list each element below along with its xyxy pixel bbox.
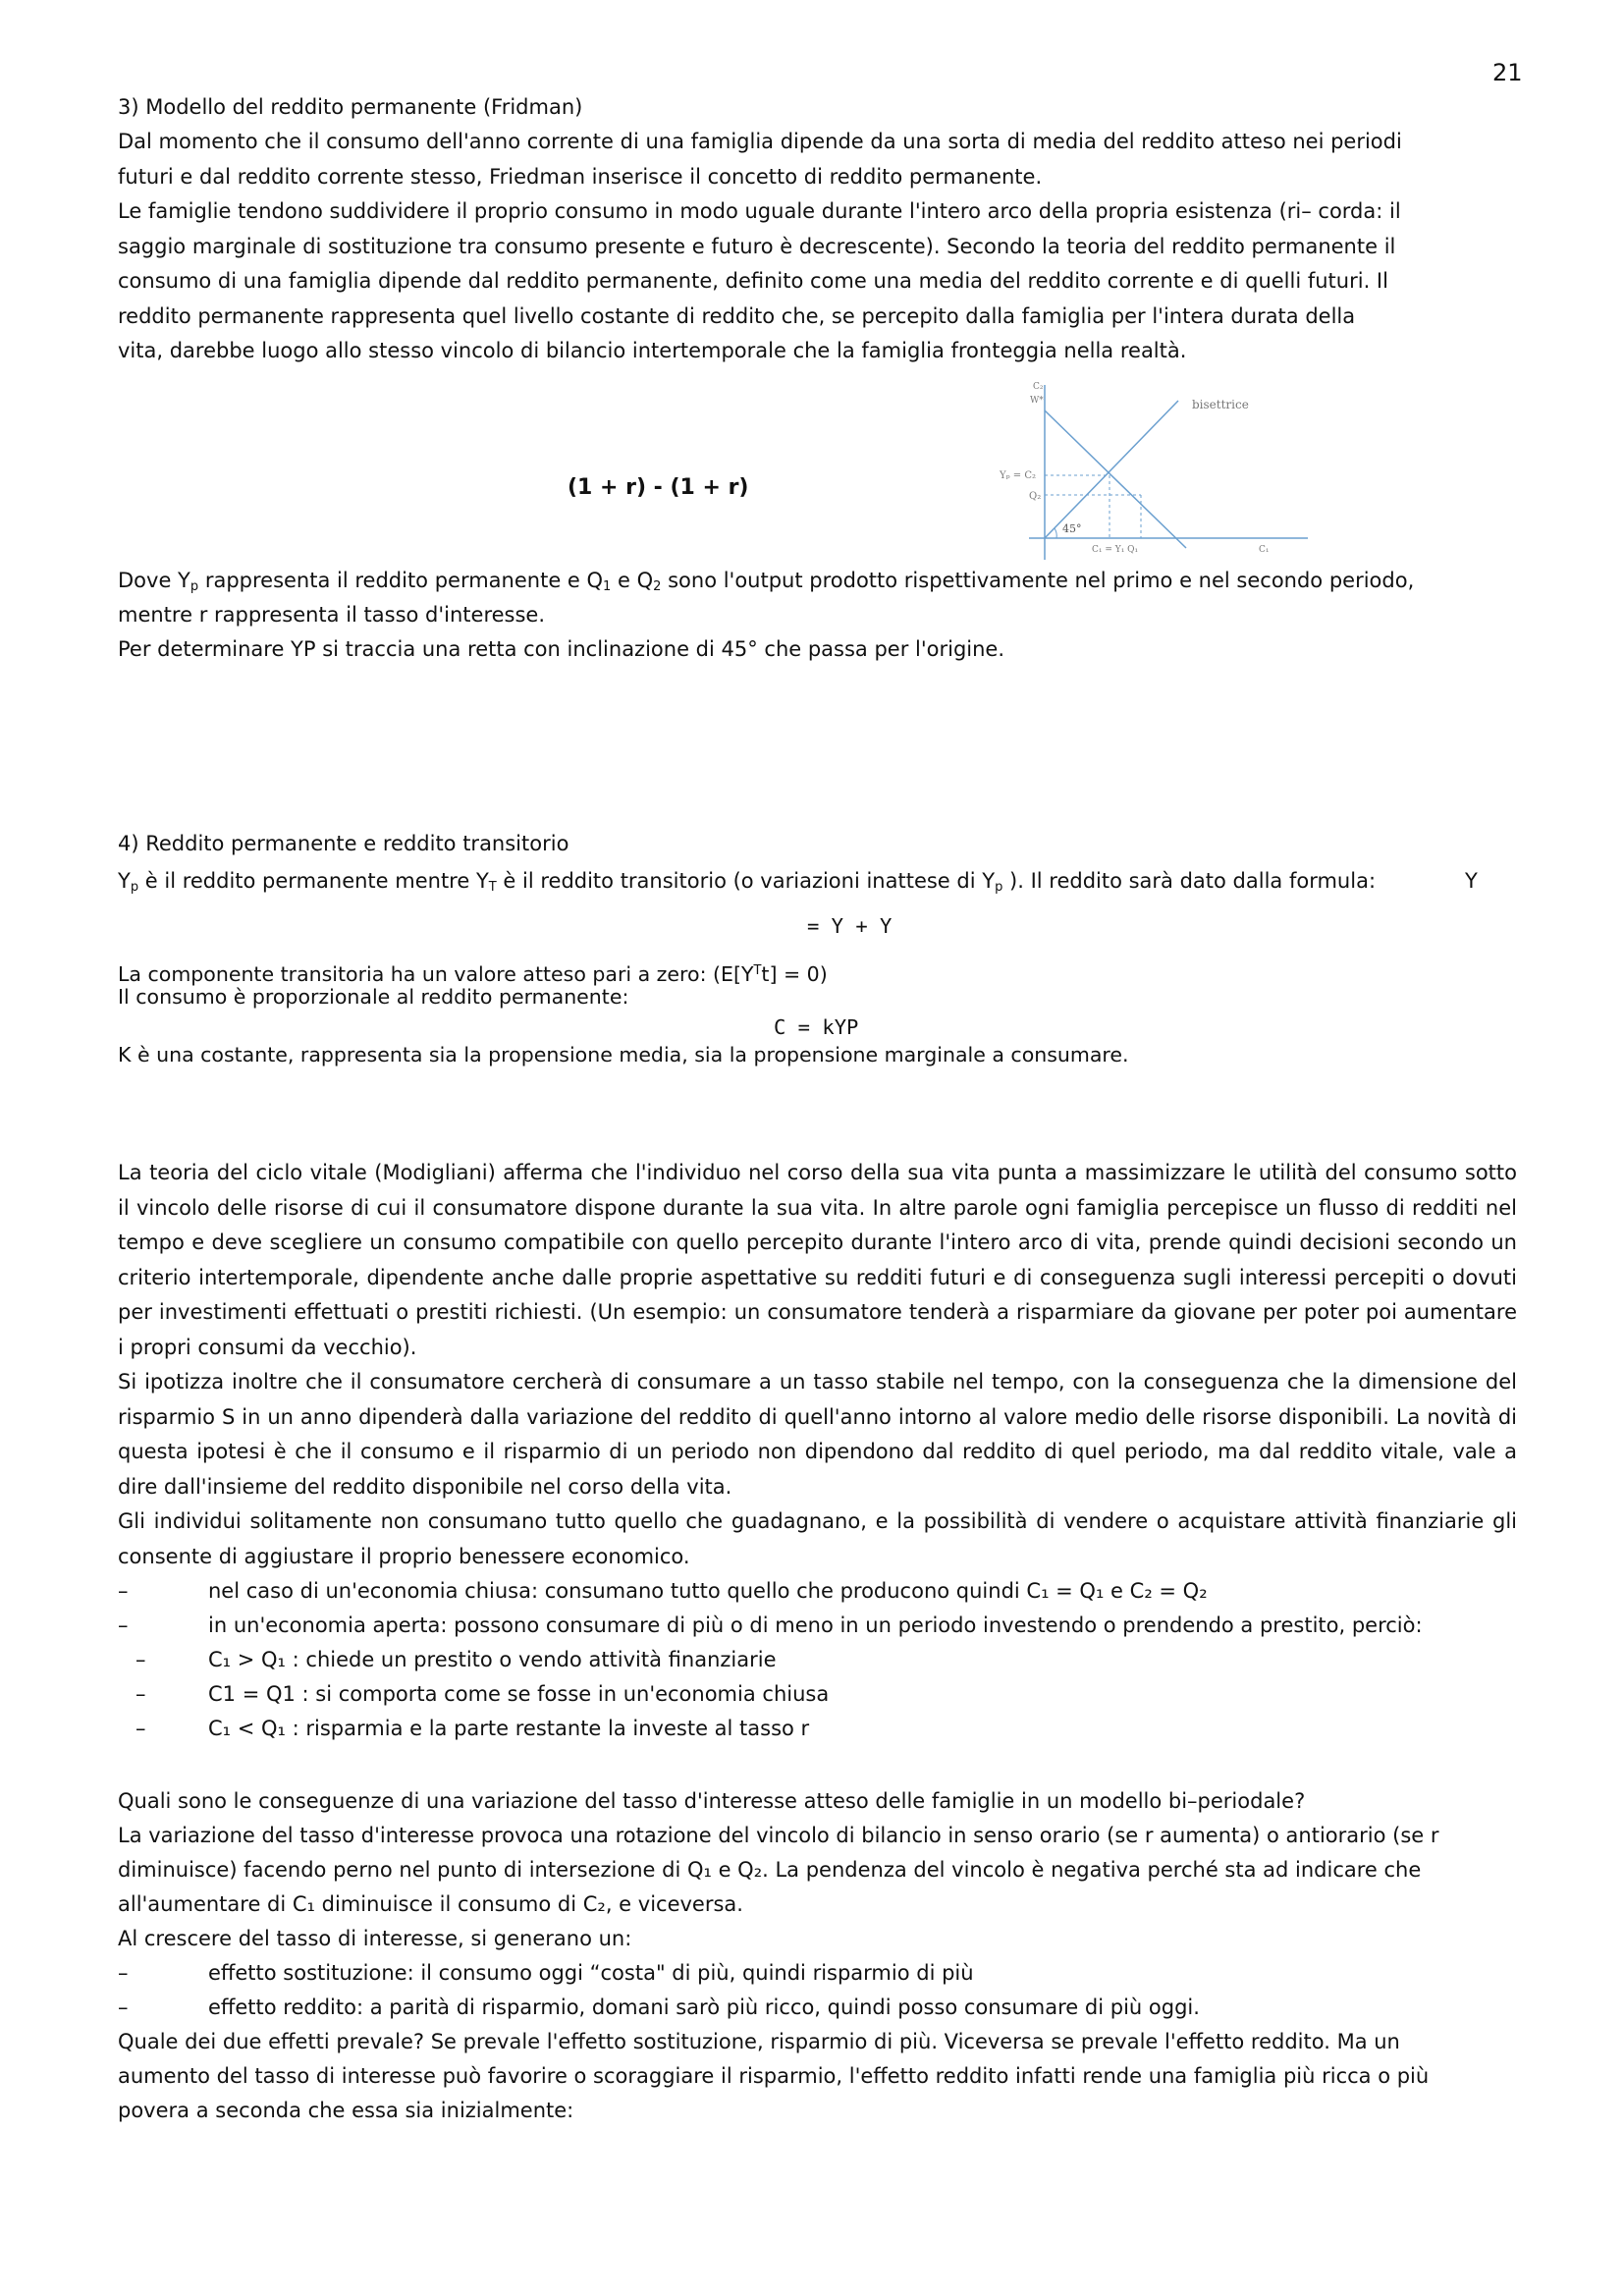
interest-line6: aumento del tasso di interesse può favorire o scoraggiare il risparmio, l'effetto reddito infatti rende una famiglia più ricca o più xyxy=(118,2064,1430,2088)
lifecycle-para1: La teoria del ciclo vitale (Modigliani) afferma che l'individuo nel corso della sua vita punta a massimizzare le utilità del consumo sotto il vincolo delle risorse di cui il consumatore dispone durante la sua vita. In altre parole ogni famiglia percepisce un flusso di redditi nel tempo e deve scegliere un consumo compatibile con quello percepito durante l'intero arco di vita, prende quindi decisioni secondo un criterio intertemporale, dipendente anche dalle proprie aspettative su redditi futuri e di conseguenza sugli interessi percepiti o dovuti per investimenti effettuati o prestiti richiesti. (Un esempio: un consumatore tenderà a risparmiare da giovane per poter poi aumentare i propri consumi da vecchio). xyxy=(118,1161,1517,1359)
angle-arc xyxy=(1055,528,1056,538)
bullet-text: nel caso di un'economia chiusa: consumano tutto quello che producono quindi C₁ = Q₁ e C₂ = Q₂ xyxy=(208,1579,1208,1603)
budget-constraint-graph xyxy=(994,375,1318,572)
section3-para1: Dal momento che il consumo dell'anno corrente di una famiglia dipende da una sorta di media del reddito atteso nei periodi futuri e dal reddito corrente stesso, Friedman inserisce il concetto di reddito permanente. xyxy=(118,130,1402,189)
effect-text: effetto reddito: a parità di risparmio, domani sarò più ricco, quindi posso consumare di più oggi. xyxy=(208,1995,1200,2019)
label-w: W* xyxy=(1030,396,1044,406)
dash: – xyxy=(118,1961,129,1985)
interest-line1: La variazione del tasso d'interesse provoca una rotazione del vincolo di bilancio in senso orario (se r aumenta) o antiorario (se r xyxy=(118,1824,1439,1847)
interest-line5: Quale dei due effetti prevale? Se prevale l'effetto sostituzione, risparmio di più. Viceversa se prevale l'effetto reddito. Ma un xyxy=(118,2030,1400,2053)
lifecycle-para3: Gli individui solitamente non consumano tutto quello che guadagnano, e la possibilità di vendere o acquistare attività finanziarie gli consente di aggiustare il proprio benessere economico. xyxy=(118,1509,1517,1568)
label-45: 45° xyxy=(1062,522,1082,535)
where-line2: mentre r rappresenta il tasso d'interesse. xyxy=(118,603,546,627)
page-number: 21 xyxy=(1492,59,1523,86)
formula: (1 + r) - (1 + r) xyxy=(568,475,749,500)
graph-svg xyxy=(994,375,1318,572)
section3-heading: 3) Modello del reddito permanente (Fridman) xyxy=(118,95,583,119)
label-bisettrice: bisettrice xyxy=(1192,398,1249,411)
label-c2: C₂ xyxy=(1033,382,1044,392)
section4-y: Y xyxy=(1465,869,1478,893)
interest-line3: all'aumentare di C₁ diminuisce il consumo di C₂, e viceversa. xyxy=(118,1892,743,1916)
where-line3: Per determinare YP si traccia una retta con inclinazione di 45° che passa per l'origine. xyxy=(118,637,1005,661)
dash: – xyxy=(118,1613,129,1637)
label-yp-c2: Yₚ = C₂ xyxy=(1000,470,1036,481)
effect-text: effetto sostituzione: il consumo oggi “costa" di più, quindi risparmio di più xyxy=(208,1961,974,1985)
label-q2: Q₂ xyxy=(1029,491,1042,502)
sub-bullet-text: C₁ > Q₁ : chiede un prestito o vendo attività finanziarie xyxy=(208,1648,777,1671)
dash: – xyxy=(135,1648,146,1671)
dash: – xyxy=(135,1682,146,1706)
bisector-line xyxy=(1045,401,1178,538)
interest-line4: Al crescere del tasso di interesse, si generano un: xyxy=(118,1927,632,1950)
section4-equation: = Y + Y xyxy=(807,914,893,938)
where-line1: Dove $Y_p$ rappresenta il reddito permanente e $Q_1$ e $Q_2$ sono l'output prodotto rispettivamente nel primo e nel secondo periodo, xyxy=(118,569,1415,594)
lifecycle-para2: Si ipotizza inoltre che il consumatore cercherà di consumare a un tasso stabile nel tempo, con la conseguenza che la dimensione del risparmio S in un anno dipenderà dalla variazione del reddito di quell'anno intorno al valore medio delle risorse disponibili. La novità di questa ipotesi è che il consumo e il risparmio di un periodo non dipendono dal reddito di quel periodo, ma dal reddito vitale, vale a dire dall'insieme del reddito disponibile nel corso della vita. xyxy=(118,1370,1517,1499)
proporzionale-line: Il consumo è proporzionale al reddito permanente: xyxy=(118,985,629,1009)
section4-heading: 4) Reddito permanente e reddito transitorio xyxy=(118,832,569,855)
interest-line7: povera a seconda che essa sia inizialmente: xyxy=(118,2099,574,2122)
label-c1-yp-q1: C₁ = Y₁ Q₁ xyxy=(1092,545,1139,555)
dash: – xyxy=(135,1717,146,1740)
bullet-text: in un'economia aperta: possono consumare di più o di meno in un periodo investendo o prendendo a prestito, perciò: xyxy=(208,1613,1423,1637)
dash: – xyxy=(118,1995,129,2019)
interest-question: Quali sono le conseguenze di una variazione del tasso d'interesse atteso delle famiglie in un modello bi–periodale? xyxy=(118,1789,1306,1813)
k-line: K è una costante, rappresenta sia la propensione media, sia la propensione marginale a consumare. xyxy=(118,1043,1129,1066)
section3-para2: Le famiglie tendono suddividere il proprio consumo in modo uguale durante l'intero arco della propria esistenza (ri– corda: il saggio marginale di sostituzione tra consumo presente e futuro è decrescente). Secondo la teoria del reddito permanente il consumo di una famiglia dipende dal reddito permanente, definito come una media del reddito corrente e di quelli futuri. Il reddito permanente rappresenta quel livello costante di reddito che, se percepito dalla famiglia per l'intera durata della vita, darebbe luogo allo stesso vincolo di bilancio intertemporale che la famiglia fronteggia nella realtà. xyxy=(118,199,1401,362)
section4-line1: $Y_p$ è il reddito permanente mentre $Y_T$ è il reddito transitorio (o variazioni inattese di $Y_p$ ). Il reddito sarà dato dalla formula: xyxy=(118,869,1377,895)
sub-bullet-text: C1 = Q1 : si comporta come se fosse in un'economia chiusa xyxy=(208,1682,830,1706)
sub-bullet-text: C₁ < Q₁ : risparmia e la parte restante la investe al tasso r xyxy=(208,1717,810,1740)
dash: – xyxy=(118,1579,129,1603)
c-formula: C = kYP xyxy=(774,1015,859,1039)
transitoria-line: La componente transitoria ha un valore atteso pari a zero: $(E[Y^Tt] = 0)$ xyxy=(118,962,828,986)
interest-line2: diminuisce) facendo perno nel punto di intersezione di Q₁ e Q₂. La pendenza del vincolo è negativa perché sta ad indicare che xyxy=(118,1858,1422,1882)
label-c1-axis: C₁ xyxy=(1259,545,1270,555)
